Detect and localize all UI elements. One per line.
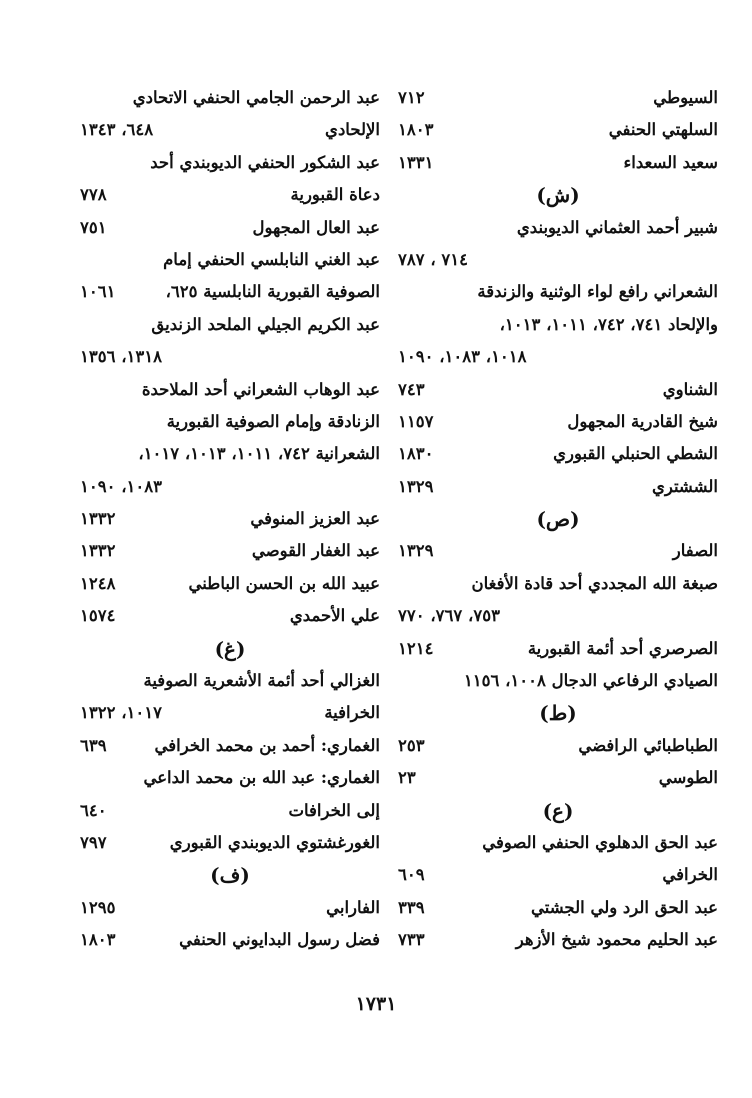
entry-pages: ٦٤٠ [80,800,107,820]
index-entry [80,535,380,567]
entry-name: السيوطي [653,88,718,107]
entry-name: عبد الغفار القوصي [251,541,380,561]
index-entry [80,924,380,956]
index-entry [80,827,380,859]
entry-name: الشطي الحنبلي القبوري [553,444,718,464]
entry-pages: ١٣٢٩ [398,476,434,496]
entry-name: الصوفية القبورية النابلسية ٦٢٥، [165,282,380,302]
entry-pages: ٦٤٨، ١٣٤٣ [80,120,154,140]
entry-pages: ٢٣ [398,768,416,788]
entry-name: عبد الشكور الحنفي الديوبندي أحد [150,152,380,172]
entry-pages: ١٨٠٣ [80,930,116,950]
entry-name: عبيد الله بن الحسن الباطني [188,573,380,593]
entry-pages: ١٣١٨، ١٣٥٦ [80,347,162,367]
index-entry [80,309,380,341]
entry-name: عبد العال المجهول [252,217,380,237]
entry-name: السلهتي الحنفي [608,120,718,140]
entry-name: عبد الكريم الجيلي الملحد الزنديق [151,314,380,334]
entry-name: الإلحادي [325,120,380,140]
entry-name: إلى الخرافات [288,800,380,820]
index-entry [398,341,718,373]
entry-name: الغماري: عبد الله بن محمد الداعي [143,768,380,788]
index-entry [80,341,380,373]
entry-pages: ٧١٢ [398,88,425,107]
section-letter: (ط) [539,701,577,726]
entry-pages: ١٢٤٨ [80,573,116,593]
entry-name: الزنادقة وإمام الصوفية القبورية [166,411,380,431]
index-entry [398,374,718,406]
entry-name: الغورغشتوي الديوبندي القبوري [169,832,380,852]
entry-pages: ٣٣٩ [398,897,425,917]
entry-pages: ١٢١٤ [398,638,434,658]
entry-name: الصرصري أحد أئمة القبورية [527,638,718,658]
index-entry [398,309,718,341]
index-entry [80,471,380,503]
index-entry [80,114,380,146]
section-letter: (ع) [542,798,574,823]
entry-name: الغزالي أحد أئمة الأشعرية الصوفية [143,671,380,691]
entry-name: الششتري [651,476,718,496]
section-letter: (ص) [536,507,580,532]
index-entry [80,730,380,762]
index-entry [398,730,718,762]
section-heading [398,179,718,211]
entry-pages: ٧٥١ [80,217,107,237]
section-heading [398,697,718,729]
entry-pages: ٧١٤ ، ٧٨٧ [398,249,469,269]
entry-name: عبد الوهاب الشعراني أحد الملاحدة [141,379,380,399]
entry-name: والإلحاد ٧٤١، ٧٤٢، ١٠١١، ١٠١٣، [499,314,718,334]
entry-name: الخرافية [324,703,380,723]
entry-name: الغماري: أحمد بن محمد الخرافي [154,735,380,755]
entry-pages: ١٣٢٩ [398,541,434,561]
entry-name: شبير أحمد العثماني الديوبندي [516,217,718,237]
index-entry [80,374,380,406]
entry-name: فضل رسول البدايوني الحنفي [179,930,380,950]
index-entry [398,212,718,244]
index-entry [398,438,718,470]
index-entry [80,82,380,114]
index-entry [80,600,380,632]
entry-name: الفارابي [326,897,380,917]
entry-pages: ١٨٠٣ [398,120,434,140]
entry-name: علي الأحمدي [289,606,380,626]
section-letter: (ف) [210,863,250,888]
index-entry [398,471,718,503]
entry-pages: ٢٥٣ [398,735,425,755]
entry-pages: ١٥٧٤ [80,606,116,626]
entry-pages: ٧٣٣ [398,930,425,950]
entry-pages: ٧٤٣ [398,379,425,399]
entry-name: الطباطبائي الرافضي [578,735,718,755]
index-entry [80,697,380,729]
entry-pages: ١٨٣٠ [398,444,434,464]
index-entry [398,633,718,665]
index-entry [80,892,380,924]
entry-name: سعيد السعداء [623,152,718,172]
index-entry [80,406,380,438]
entry-pages: ١٣٣٢ [80,509,116,529]
index-entry [398,244,718,276]
index-entry [80,503,380,535]
index-entry [80,212,380,244]
index-entry [398,82,718,114]
entry-pages: ١١٥٧ [398,411,434,431]
index-entry [80,276,380,308]
right-column [398,82,718,957]
section-letter: (ش) [536,183,580,208]
entry-name: الصيادي الرفاعي الدجال ١٠٠٨، ١١٥٦ [463,671,718,691]
index-entry [398,665,718,697]
entry-name: عبد الحليم محمود شيخ الأزهر [515,930,718,950]
index-entry [80,665,380,697]
entry-name: عبد الغني النابلسي الحنفي إمام [163,249,380,269]
left-column [80,82,380,957]
entry-pages: ٧٥٣، ٧٦٧، ٧٧٠ [398,606,500,626]
index-entry [80,795,380,827]
index-entry [80,147,380,179]
entry-pages: ١٠٦١ [80,282,116,302]
entry-name: عبد العزيز المنوفي [250,509,380,529]
entry-pages: ١٠٨٣، ١٠٩٠ [80,476,162,496]
index-entry [80,762,380,794]
entry-pages: ١٠١٨، ١٠٨٣، ١٠٩٠ [398,347,527,367]
index-entry [398,114,718,146]
entry-pages: ١٣٣١ [398,152,434,172]
index-entry [80,568,380,600]
entry-name: الشعرانية ٧٤٢، ١٠١١، ١٠١٣، ١٠١٧، [138,444,380,464]
entry-name: الصفار [672,541,718,561]
index-entry [398,892,718,924]
entry-pages: ٦٣٩ [80,735,107,755]
entry-name: صبغة الله المجددي أحد قادة الأفغان [471,573,718,593]
index-entry [80,244,380,276]
index-entry [398,147,718,179]
section-letter: (غ) [214,636,246,661]
entry-name: عبد الرحمن الجامي الحنفي الاتحادي [132,88,380,107]
entry-name: الشناوي [662,379,718,399]
entry-pages: ٧٧٨ [80,185,107,205]
entry-name: عبد الحق الدهلوي الحنفي الصوفي [482,832,718,852]
section-heading [398,795,718,827]
entry-pages: ٦٠٩ [398,865,425,885]
entry-pages: ١٠١٧، ١٣٢٢ [80,703,162,723]
index-entry [398,924,718,956]
entry-name: الشعراني رافع لواء الوثنية والزندقة [477,282,718,302]
entry-name: شيخ القادرية المجهول [567,411,718,431]
section-heading [80,859,380,891]
index-entry [398,568,718,600]
index-entry [398,762,718,794]
entry-name: الخرافي [662,865,718,885]
entry-pages: ١٢٩٥ [80,897,116,917]
index-entry [398,859,718,891]
section-heading [398,503,718,535]
entry-pages: ٧٩٧ [80,832,107,852]
index-entry [398,406,718,438]
entry-pages: ١٣٣٢ [80,541,116,561]
index-entry [398,827,718,859]
entry-name: الطوسي [658,768,718,788]
entry-name: دعاة القبورية [290,185,380,205]
index-entry [398,535,718,567]
section-heading [80,633,380,665]
index-entry [398,600,718,632]
index-entry [80,179,380,211]
index-entry [398,276,718,308]
page-number: ١٧٣١ [355,993,397,1015]
index-entry [80,438,380,470]
entry-name: عبد الحق الرد ولي الجشتي [530,897,718,917]
